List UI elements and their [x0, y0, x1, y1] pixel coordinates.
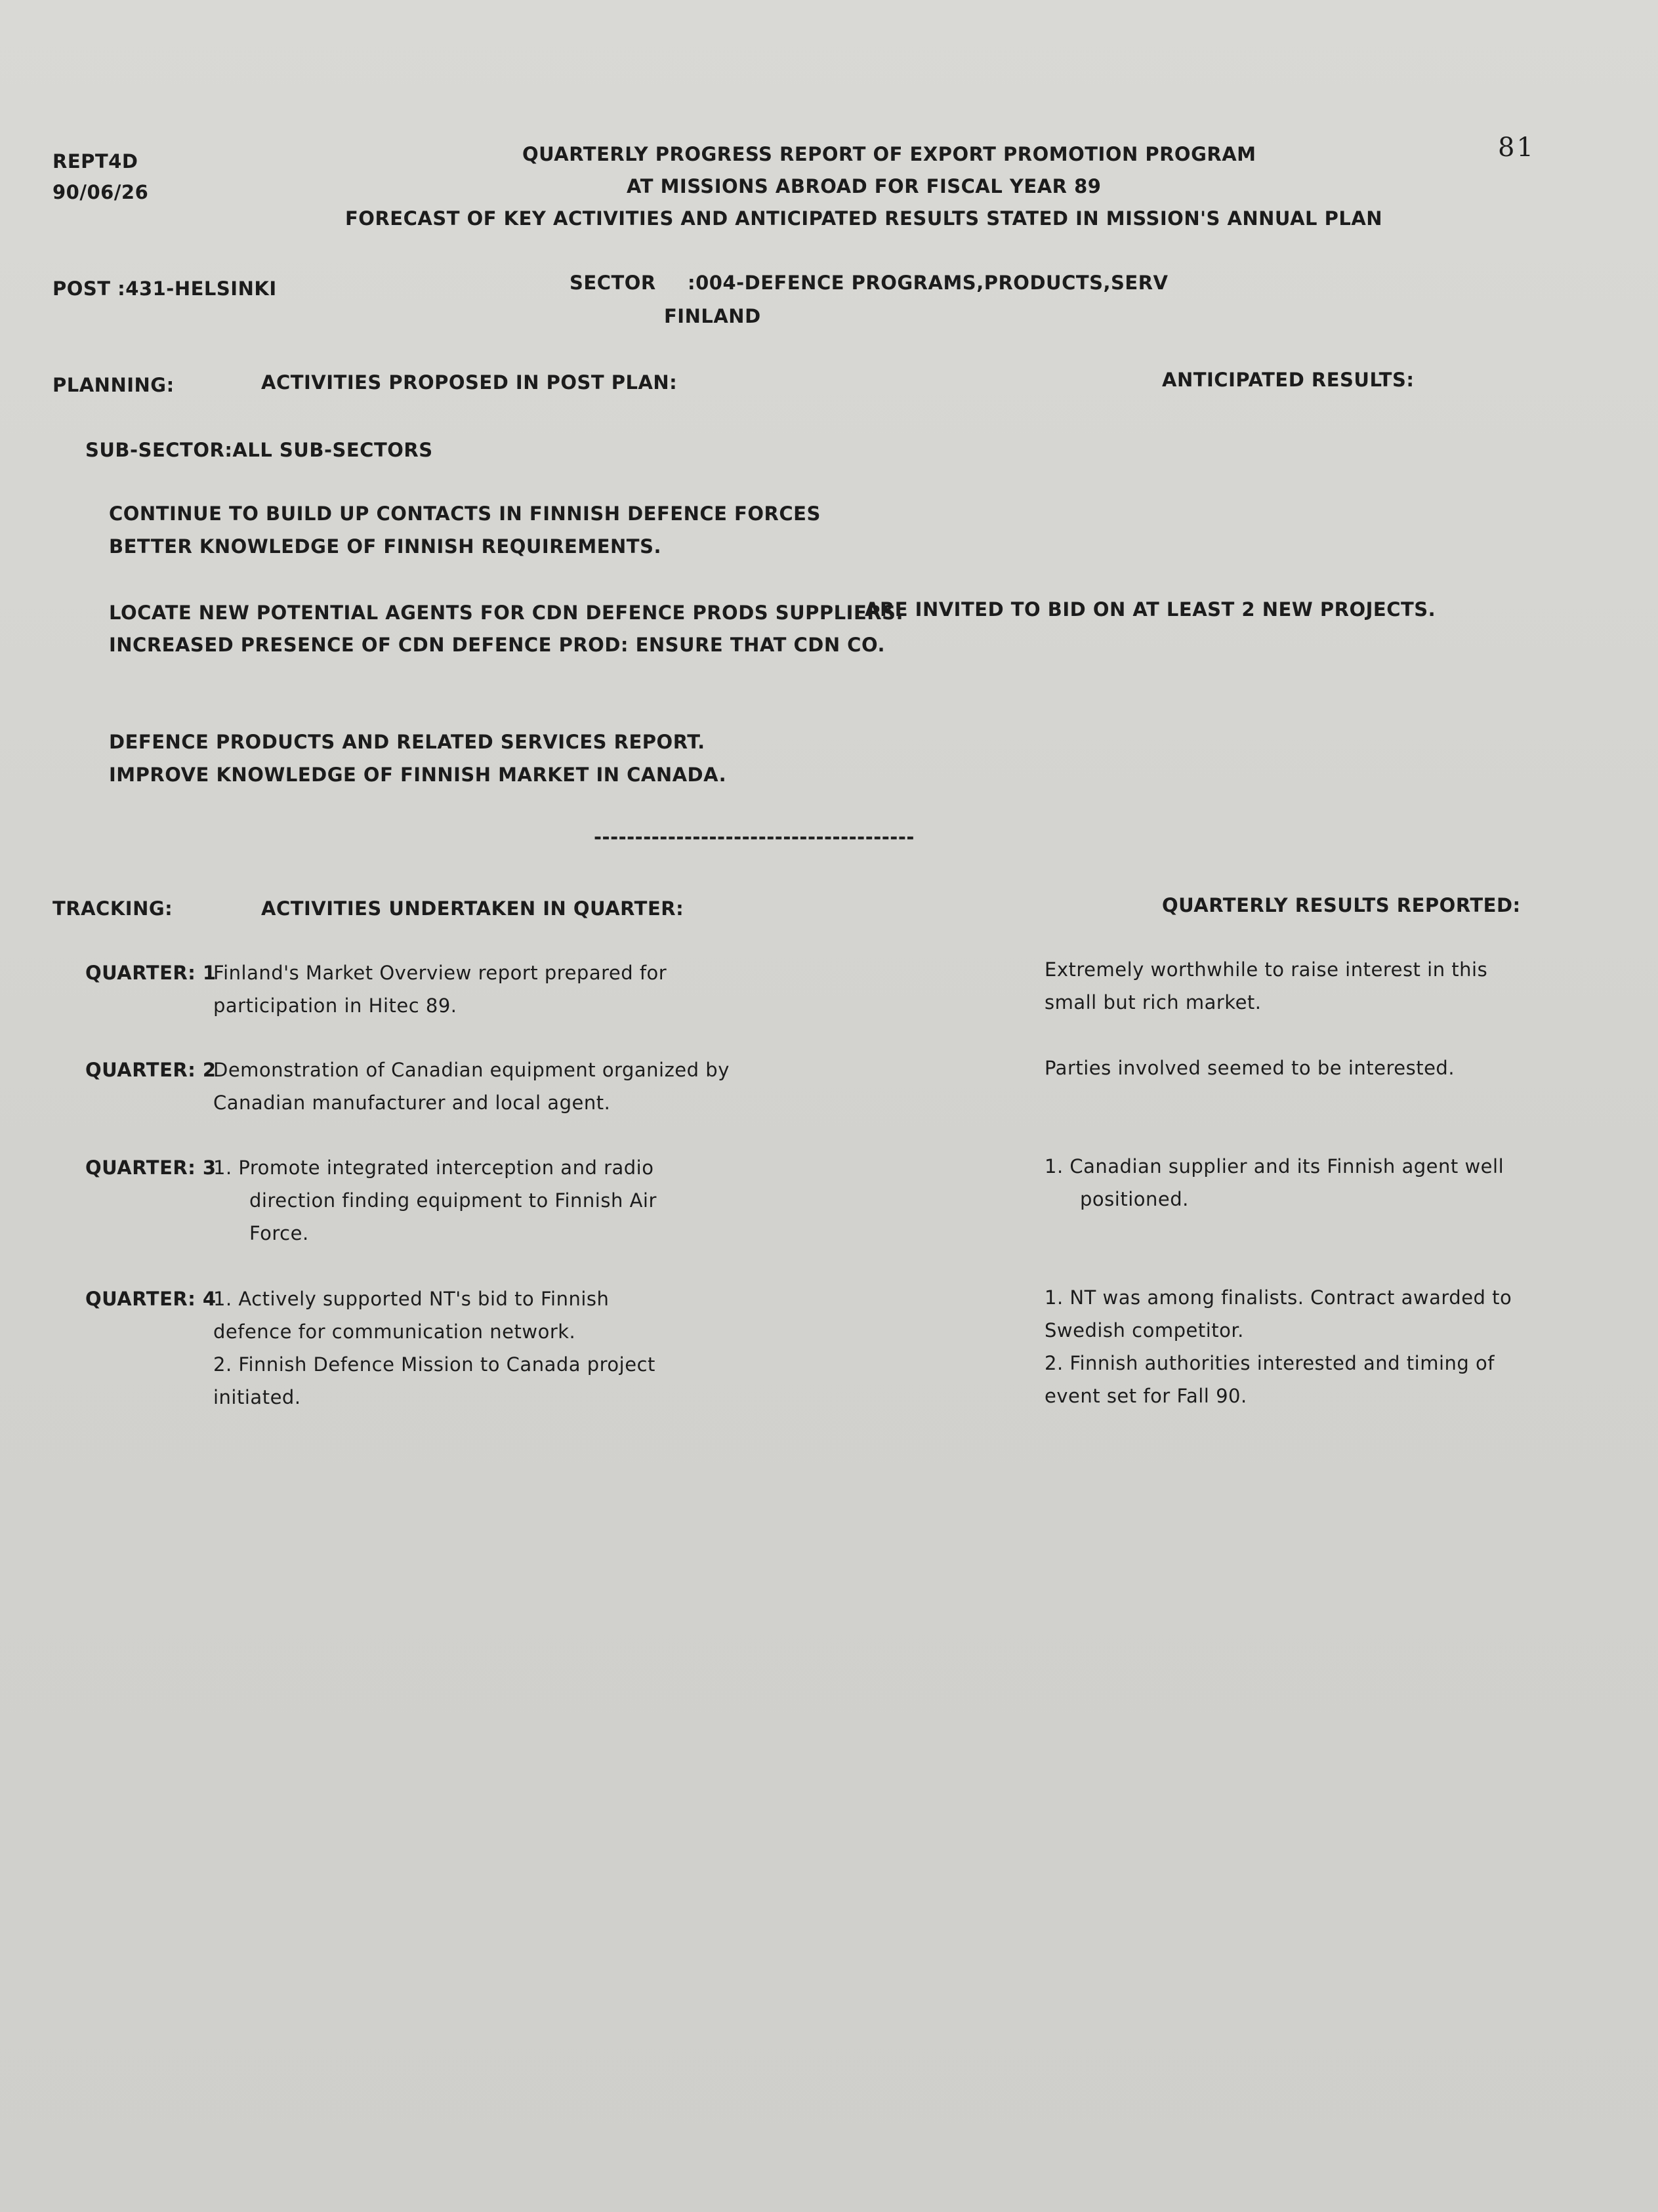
report-title-line1: QUARTERLY PROGRESS REPORT OF EXPORT PROMOTION PROGRAM	[522, 143, 1256, 165]
planning-item-3-line2: IMPROVE KNOWLEDGE OF FINNISH MARKET IN CANADA.	[109, 764, 727, 786]
quarter-1-result-line1: Extremely worthwhile to raise interest in this	[1045, 958, 1488, 981]
planning-item-1-line1: CONTINUE TO BUILD UP CONTACTS IN FINNISH DEFENCE FORCES	[109, 502, 821, 525]
report-title-line2: AT MISSIONS ABROAD FOR FISCAL YEAR 89	[627, 175, 1102, 197]
planning-subsector: SUB-SECTOR:ALL SUB-SECTORS	[85, 439, 433, 461]
quarter-3-activity-line2: direction finding equipment to Finnish Air	[249, 1189, 657, 1212]
quarter-3-activity-line3: Force.	[249, 1222, 309, 1244]
quarter-2-label: QUARTER: 2	[85, 1059, 217, 1081]
page-number: 81	[1498, 133, 1535, 163]
quarter-1-activity-line1: Finland's Market Overview report prepared for	[213, 962, 667, 984]
quarter-2-activity-line1: Demonstration of Canadian equipment organized by	[213, 1059, 730, 1081]
sector-label: SECTOR	[570, 272, 656, 294]
quarter-4-activity-line2: defence for communication network.	[213, 1321, 576, 1343]
quarter-2-activity-line2: Canadian manufacturer and local agent.	[213, 1092, 611, 1114]
quarter-4-activity-line4: initiated.	[213, 1386, 301, 1408]
quarter-4-label: QUARTER: 4	[85, 1288, 217, 1310]
report-date: 90/06/26	[52, 181, 149, 203]
quarter-4-result-line1: 1. NT was among finalists. Contract awarded to	[1045, 1286, 1512, 1309]
country: FINLAND	[664, 305, 761, 327]
tracking-activities-heading: ACTIVITIES UNDERTAKEN IN QUARTER:	[261, 897, 684, 920]
planning-label: PLANNING:	[52, 374, 175, 396]
planning-activities-heading: ACTIVITIES PROPOSED IN POST PLAN:	[261, 371, 678, 394]
quarter-4-result-line3: 2. Finnish authorities interested and timing of	[1045, 1352, 1495, 1374]
quarter-4-result-line4: event set for Fall 90.	[1045, 1385, 1247, 1407]
tracking-label: TRACKING:	[52, 897, 173, 920]
planning-item-3-line1: DEFENCE PRODUCTS AND RELATED SERVICES REPORT.	[109, 731, 705, 753]
planning-item-2-result: ARE INVITED TO BID ON AT LEAST 2 NEW PROJECTS.	[865, 598, 1436, 621]
report-title-line3: FORECAST OF KEY ACTIVITIES AND ANTICIPATED RESULTS STATED IN MISSION'S ANNUAL PLAN	[345, 207, 1383, 230]
planning-results-heading: ANTICIPATED RESULTS:	[1162, 369, 1415, 391]
post-label: POST :431-HELSINKI	[52, 277, 277, 300]
planning-item-2-line1: LOCATE NEW POTENTIAL AGENTS FOR CDN DEFENCE PRODS SUPPLIERS.	[109, 602, 903, 624]
sector-value: :004-DEFENCE PROGRAMS,PRODUCTS,SERV	[688, 272, 1169, 294]
tracking-results-heading: QUARTERLY RESULTS REPORTED:	[1162, 894, 1521, 916]
quarter-4-activity-line1: 1. Actively supported NT's bid to Finnish	[213, 1288, 610, 1310]
quarter-4-result-line2: Swedish competitor.	[1045, 1319, 1244, 1342]
report-id: REPT4D	[52, 150, 138, 173]
planning-item-1-line2: BETTER KNOWLEDGE OF FINNISH REQUIREMENTS.	[109, 535, 661, 558]
quarter-1-result-line2: small but rich market.	[1045, 991, 1262, 1014]
quarter-3-result-line1: 1. Canadian supplier and its Finnish agent well	[1045, 1155, 1504, 1178]
quarter-1-label: QUARTER: 1	[85, 962, 217, 984]
quarter-4-activity-line3: 2. Finnish Defence Mission to Canada project	[213, 1353, 655, 1376]
quarter-3-result-line2: positioned.	[1080, 1188, 1189, 1210]
quarter-2-result-line1: Parties involved seemed to be interested.	[1045, 1057, 1455, 1079]
quarter-3-label: QUARTER: 3	[85, 1157, 217, 1179]
section-divider: ---------------------------------------	[594, 826, 915, 848]
quarter-3-activity-line1: 1. Promote integrated interception and radio	[213, 1157, 654, 1179]
quarter-1-activity-line2: participation in Hitec 89.	[213, 994, 457, 1017]
planning-item-2-line2: INCREASED PRESENCE OF CDN DEFENCE PROD: ENSURE THAT CDN CO.	[109, 634, 886, 656]
